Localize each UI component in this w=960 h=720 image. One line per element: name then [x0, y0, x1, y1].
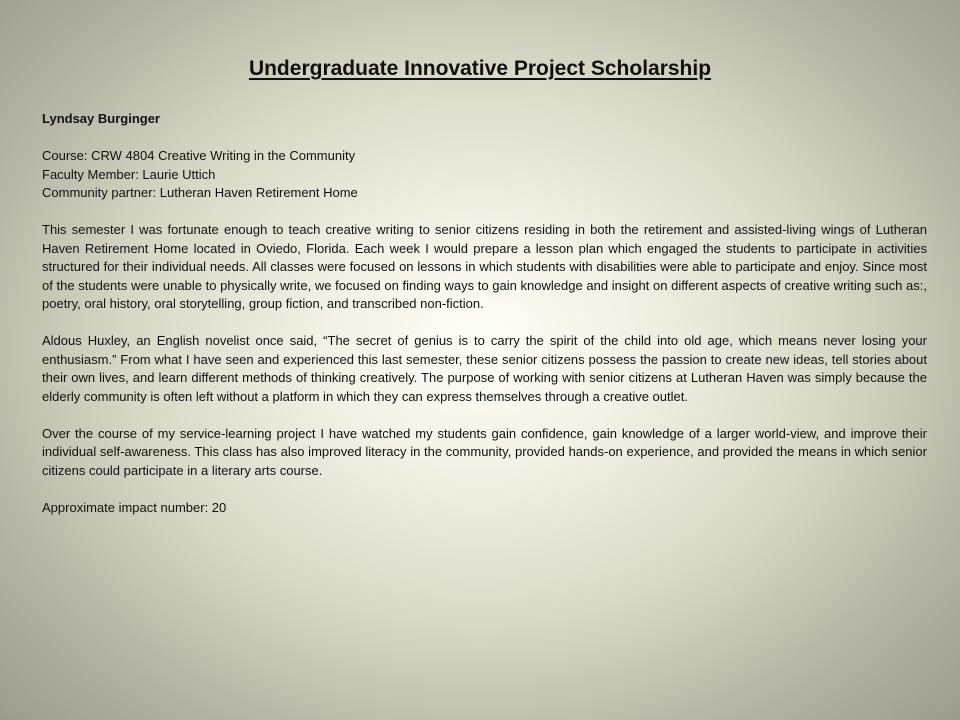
course-line: Course: CRW 4804 Creative Writing in the Community — [42, 148, 356, 163]
content-body — [42, 110, 927, 517]
paragraph-teaching: This semester I was fortunate enough to teach creative writing to senior citizens residing in both the retirement and assisted-living wings of Lutheran Haven Retirement Home located in Oviedo, Florida. Each week I would prepare a lesson plan which engaged the students to participate in activities structured for their individual needs. All classes were focused on lessons in which students with disabilities were able to participate and enjoy. Since most of the students were unable to physically write, we focused on finding ways to gain knowledge and insight on different aspects of creative writing such as:, poetry, oral history, oral storytelling, group fiction, and transcribed non-fiction. — [42, 222, 927, 311]
slide-title: Undergraduate Innovative Project Scholarship — [248, 57, 712, 80]
author-name: Lyndsay Burginger — [42, 111, 160, 126]
paragraph-outcomes: Over the course of my service-learning project I have watched my students gain confidence, gain knowledge of a larger world-view, and improve their individual self-awareness. This class has also improved literacy in the community, provided hands-on experience, and provided the means in which senior citizens could participate in a literary arts course. — [42, 425, 927, 478]
spacer — [42, 314, 927, 333]
partner-line: Community partner: Lutheran Haven Retirement Home — [42, 185, 358, 200]
impact-line: Approximate impact number: 20 — [42, 499, 227, 515]
paragraph-quote: Aldous Huxley, an English novelist once said, “The secret of genius is to carry the spirit of the child into old age, which means never losing your enthusiasm.” From what I have seen and experienced this last semester, these senior citizens possess the passion to create new ideas, tell stories about their own lives, and learn different methods of thinking creatively. The purpose of working with senior citizens at Lutheran Haven was simply because the elderly community is often left without a platform in which they can express themselves through a creative outlet. — [42, 333, 927, 404]
spacer — [42, 203, 927, 222]
spacer — [42, 480, 927, 499]
spacer — [42, 406, 927, 425]
spacer — [42, 129, 927, 148]
faculty-line: Faculty Member: Laurie Uttich — [42, 166, 216, 182]
